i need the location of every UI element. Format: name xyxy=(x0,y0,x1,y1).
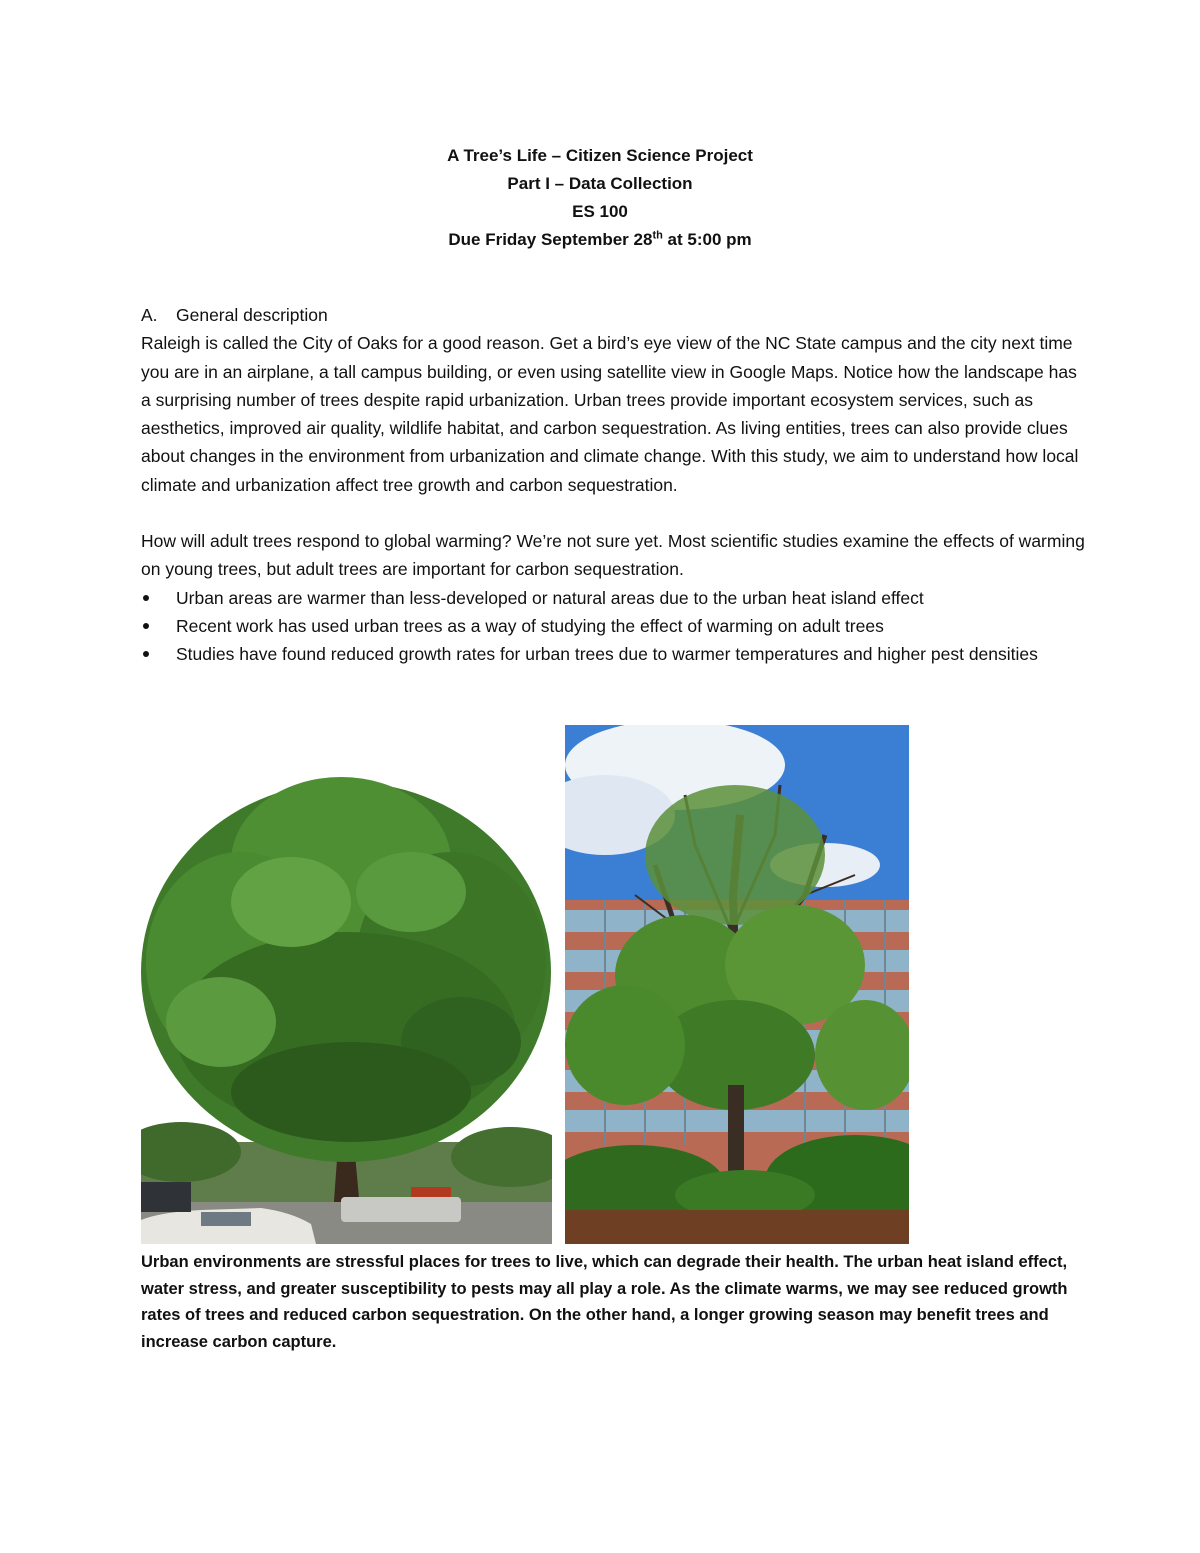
bullet-list xyxy=(141,584,1091,669)
section-heading-text: General description xyxy=(176,305,328,325)
due-date-time: at 5:00 pm xyxy=(662,230,752,249)
document-header xyxy=(0,142,1200,254)
bullet-icon xyxy=(143,623,149,629)
healthy-tree-photo xyxy=(141,772,552,1244)
section-heading xyxy=(141,301,1091,329)
list-item xyxy=(141,640,1091,668)
document-title: A Tree’s Life – Citizen Science Project xyxy=(447,146,753,165)
section-a xyxy=(141,301,1091,669)
bullet-icon xyxy=(143,595,149,601)
course-code: ES 100 xyxy=(572,202,628,221)
photo-caption: Urban environments are stressful places for trees to live, which can degrade their health. The urban heat island effect, water stress, and greater susceptibility to pests may all play a role. As the climate warms, we may see reduced growth rates of trees and reduced carbon sequestration. On the other hand, a longer growing season may benefit trees and increase carbon capture. xyxy=(141,1253,1068,1351)
bullet-text: Recent work has used urban trees as a way of studying the effect of warming on adult trees xyxy=(176,615,884,636)
bullet-text: Urban areas are warmer than less-developed or natural areas due to the urban heat island effect xyxy=(176,587,924,608)
section-letter: A. xyxy=(141,305,158,325)
due-date-prefix: Due Friday September 28 xyxy=(448,230,653,249)
due-date-ordinal: th xyxy=(652,229,663,242)
document-part: Part I – Data Collection xyxy=(507,174,693,193)
intro-paragraph: Raleigh is called the City of Oaks for a good reason. Get a bird’s eye view of the NC State campus and the city next time you are in an airplane, a tall campus building, or even using satellite view in Google Maps. Notice how the landscape has a surprising number of trees despite rapid urbanization. Urban trees provide important ecosystem services, such as aesthetics, improved air quality, wildlife habitat, and carbon sequestration. As living entities, trees can also provide clues about changes in the environment from urbanization and climate change. With this study, we aim to understand how local climate and urbanization affect tree growth and carbon sequestration. xyxy=(141,333,1079,495)
list-item xyxy=(141,612,1091,640)
due-date xyxy=(0,226,1200,254)
urban-tree-photo xyxy=(565,725,909,1244)
warming-paragraph: How will adult trees respond to global warming? We’re not sure yet. Most scientific studies examine the effects of warming on young trees, but adult trees are important for carbon sequestration. xyxy=(141,531,1085,580)
bullet-text: Studies have found reduced growth rates for urban trees due to warmer temperatures and higher pest densities xyxy=(176,644,1038,665)
list-item xyxy=(141,584,1091,612)
bullet-icon xyxy=(143,651,149,657)
